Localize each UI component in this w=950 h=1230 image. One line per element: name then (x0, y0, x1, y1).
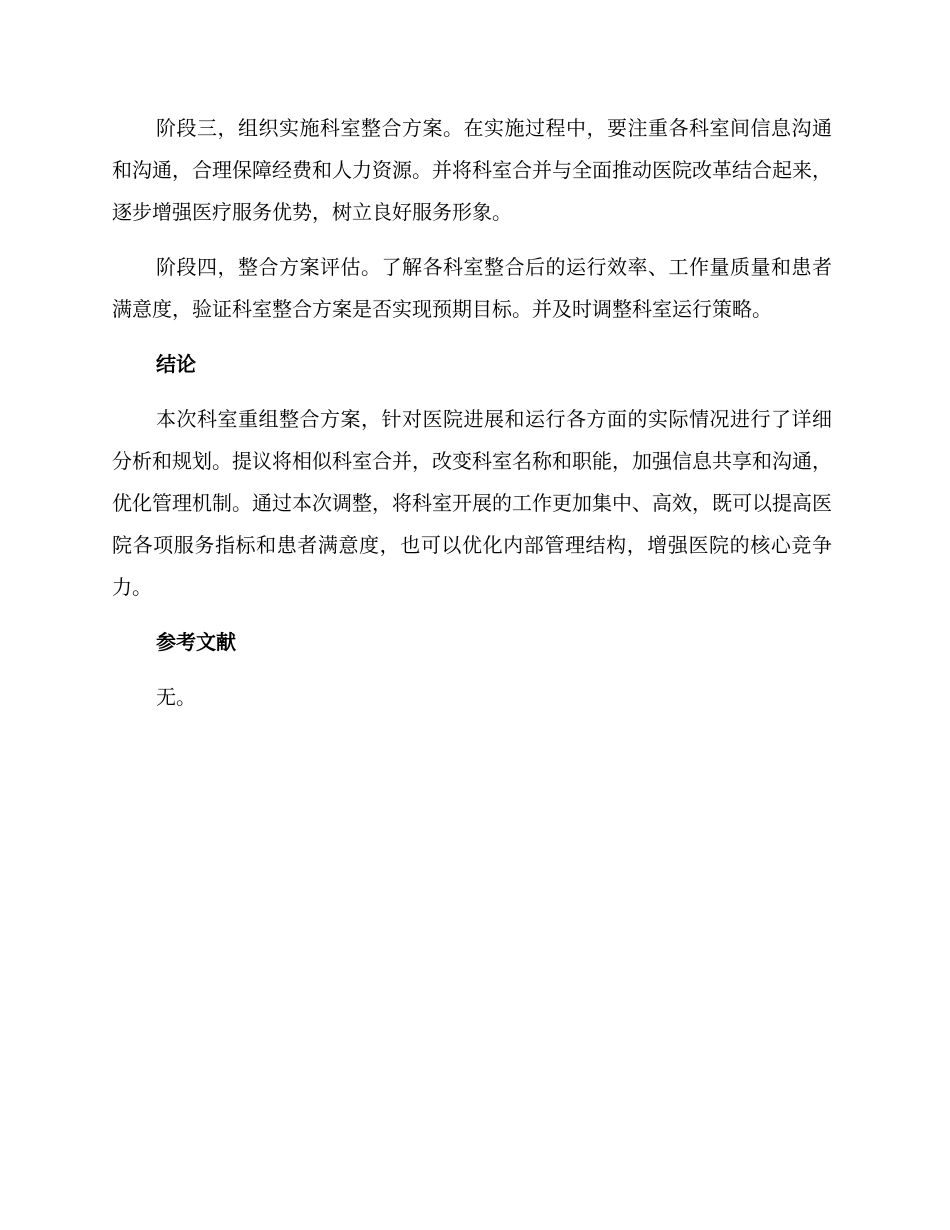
paragraph-stage-four: 阶段四，整合方案评估。了解各科室整合后的运行效率、工作量质量和患者满意度，验证科室整合方案是否实现预期目标。并及时调整科室运行策略。 (112, 255, 832, 321)
references-text: 无。 (156, 685, 196, 709)
document-body (112, 107, 832, 718)
heading-references: 参考文献 (156, 630, 236, 654)
heading-conclusion: 结论 (156, 352, 196, 376)
paragraph-conclusion: 本次科室重组整合方案，针对医院进展和运行各方面的实际情况进行了详细分析和规划。提议将相似科室合并，改变科室名称和职能，加强信息共享和沟通，优化管理机制。通过本次调整，将科室开展的工作更加集中、高效，既可以提高医院各项服务指标和患者满意度，也可以优化内部管理结构，增强医院的核心竞争力。 (112, 407, 832, 599)
paragraph-stage-three: 阶段三，组织实施科室整合方案。在实施过程中，要注重各科室间信息沟通和沟通，合理保障经费和人力资源。并将科室合并与全面推动医院改革结合起来，逐步增强医疗服务优势，树立良好服务形象。 (112, 116, 832, 224)
